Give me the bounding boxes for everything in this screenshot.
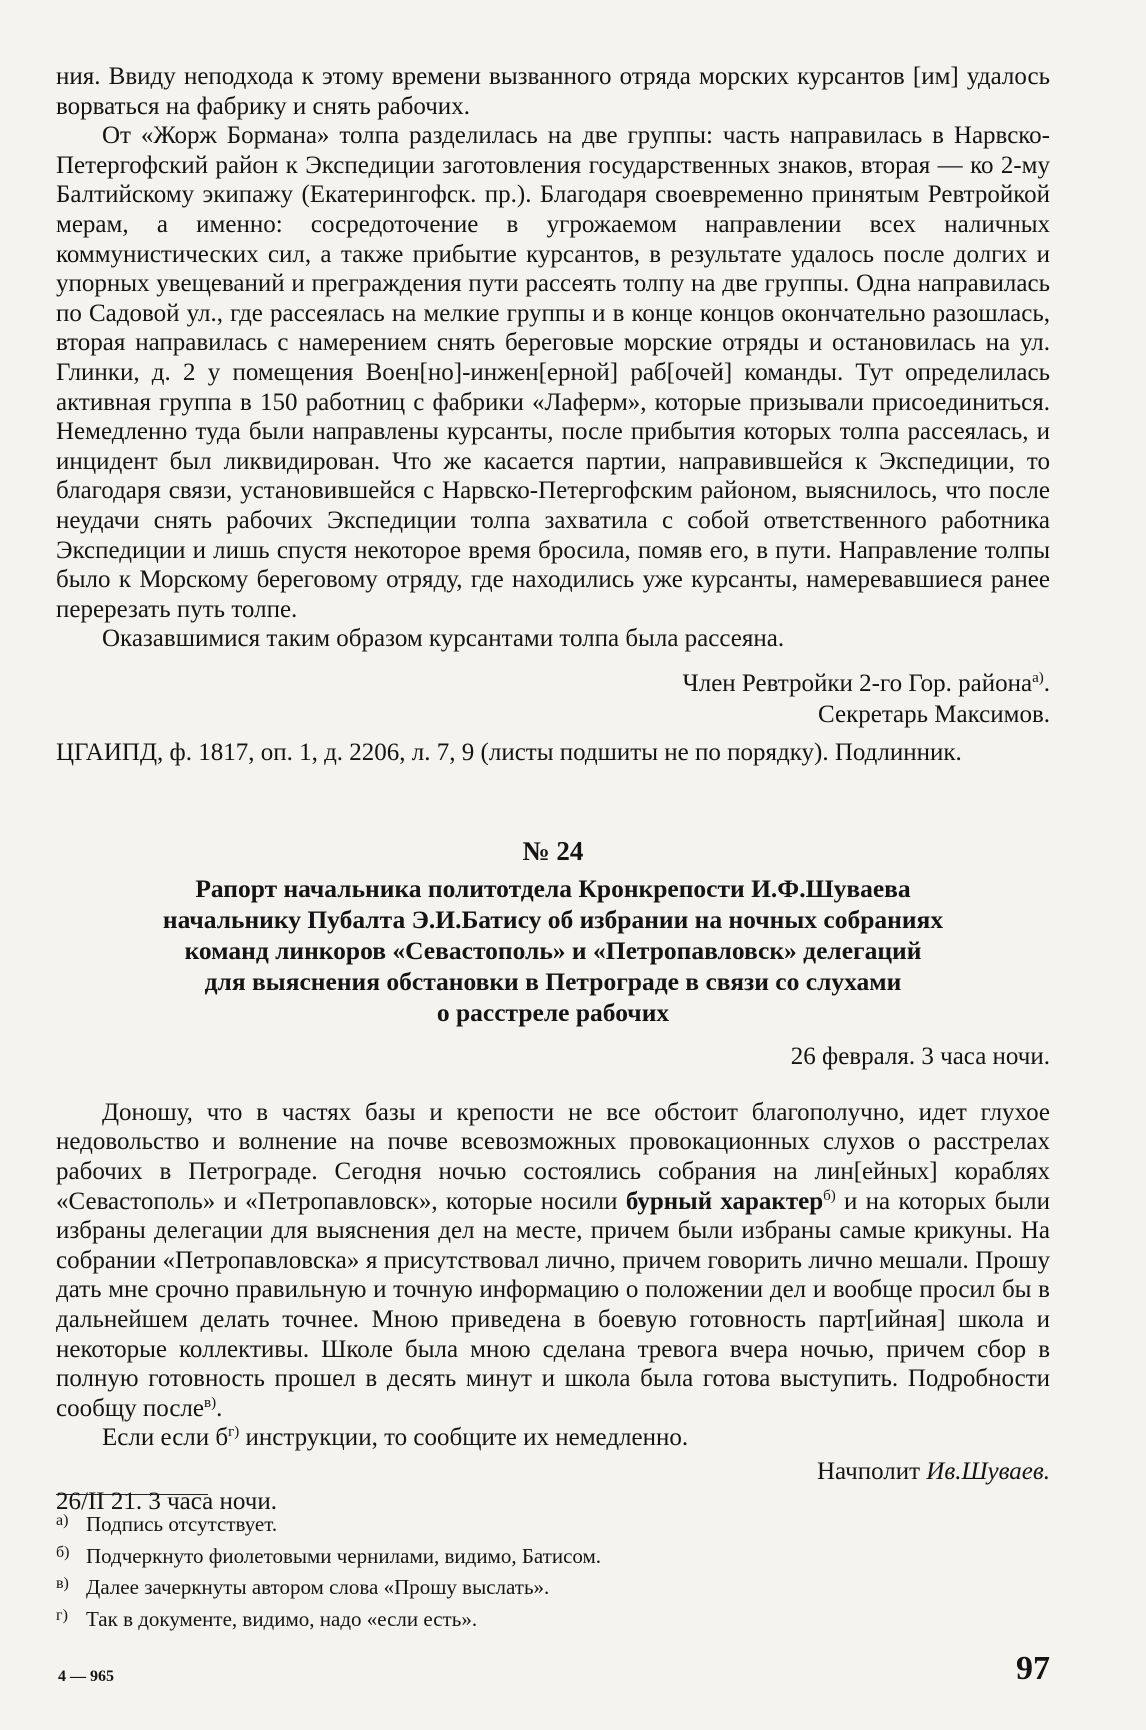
document-title-line-5: о расстреле рабочих xyxy=(436,997,670,1027)
footnote-item xyxy=(56,1542,1050,1574)
footnote-divider xyxy=(56,1494,208,1495)
intro-signature-2: Секретарь Максимов. xyxy=(818,700,1050,728)
report-paragraph-1-b: и на которых были избраны делегации для выяснения дел на месте, причем были избраны самые крикуны. На собрании «Петропавловска» я присутствовал лично, причем говорить лично мешали. Прошу дать мне срочно правильную и точную информацию о положении дел и вообще просил бы в дальнейшем делать точнее. Мною приведена в боевую готовность парт[ийная] школа и некоторые коллективы. Школе была мною сделана тревога вчера ночью, причем сбор в полную готовность прошел в десять минут и школа была готова выступить. Подробности сообщу после xyxy=(56,1187,1050,1422)
report-date-end: 26/II 21. 3 часа ночи. xyxy=(56,1488,277,1515)
footnote-mark: г) xyxy=(56,1606,68,1624)
footnote-ref-g: г) xyxy=(228,1424,240,1441)
footnote-mark: б) xyxy=(56,1543,70,1561)
report-paragraph-2-b: инструкции, то сообщите их немедленно. xyxy=(239,1424,689,1452)
intro-paragraph-1: ния. Ввиду неподхода к этому времени вызванного отряда морских курсантов [им] удалось ворваться на фабрику и снять рабочих. xyxy=(56,63,1050,120)
report-paragraph-2 xyxy=(56,1423,1050,1453)
footnote-item xyxy=(56,1573,1050,1605)
footnote-mark: а) xyxy=(56,1512,69,1529)
footnote-ref-a: а) xyxy=(1032,669,1044,686)
document-title-line-4: для выяснения обстановки в Петрограде в связи со слухами xyxy=(204,966,902,996)
footnote-mark: в) xyxy=(56,1575,69,1592)
document-date: 26 февраля. 3 часа ночи. xyxy=(790,1042,1050,1070)
document-title-line-3: команд линкоров «Севастополь» и «Петропавловск» делегаций xyxy=(184,935,922,965)
footnotes xyxy=(56,1510,1050,1636)
archive-source: ЦГАИПД, ф. 1817, оп. 1, д. 2206, л. 7, 9 (листы подшиты не по порядку). Подлинник. xyxy=(56,738,962,766)
footnote-item xyxy=(56,1605,1050,1637)
document-title-line-2: начальнику Пубалта Э.И.Батису об избрании на ночных собраниях xyxy=(162,904,944,934)
report-paragraph-1-end: . xyxy=(216,1394,223,1422)
page-number: 97 xyxy=(1016,1650,1050,1687)
sheet-signature-mark: 4 — 965 xyxy=(58,1668,114,1685)
intro-signature-1-end: . xyxy=(1043,669,1050,697)
report-signature xyxy=(56,1457,1050,1487)
footnote-ref-v: в) xyxy=(204,1394,217,1411)
report-signature-name: Ив.Шуваев. xyxy=(926,1458,1050,1485)
report-paragraph-2-a: Если если б xyxy=(102,1424,229,1452)
report-paragraph-1 xyxy=(56,1098,1050,1424)
intro-signature-1 xyxy=(56,668,1050,699)
intro-paragraph-3: Оказавшимися таким образом курсантами толпа была рассеяна. xyxy=(102,625,785,653)
intro-signature-1-text: Член Ревтройки 2-го Гор. района xyxy=(682,669,1033,697)
document-title-line-1: Рапорт начальника политотдела Кронкрепости И.Ф.Шуваева xyxy=(195,873,911,903)
footnote-text: Далее зачеркнуты автором слова «Прошу выслать». xyxy=(86,1575,550,1599)
footnote-ref-b: б) xyxy=(823,1187,836,1204)
footnote-text: Так в документе, видимо, надо «если есть». xyxy=(86,1606,478,1631)
report-signature-role: Начполит xyxy=(816,1458,927,1485)
report-paragraph-1-a: Доношу, что в частях базы и крепости не все обстоит благополучно, идет глухое недовольство и волнение на почве всевозможных провокационных слухов о расстрелах рабочих в Петрограде. Сегодня ночью состоялись собрания на лин[ейных] кораблях «Севастополь» и «Петропавловск», которые носили xyxy=(56,1098,1050,1215)
footnote-item xyxy=(56,1510,1050,1542)
footnote-text: Подпись отсутствует. xyxy=(86,1512,278,1536)
report-bold-phrase: бурный характер xyxy=(625,1187,824,1215)
footnote-text: Подчеркнуто фиолетовыми чернилами, видимо, Батисом. xyxy=(86,1543,602,1568)
document-number: № 24 xyxy=(522,835,584,866)
intro-paragraph-2: От «Жорж Бормана» толпа разделилась на две группы: часть направилась в Нарвско-Петергофский район к Экспедиции заготовления государственных знаков, вторая — ко 2-му Балтийскому экипажу (Екатерингофск. пр.). Благодаря своевременно принятым Ревтройкой мерам, а именно: сосредоточение в угрожаемом направлении всех наличных коммунистических сил, а также прибытие курсантов, в результате удалось после долгих и упорных увещеваний и преграждения пути рассеять толпу на две группы. Одна направилась по Садовой ул., где рассеялась на мелкие группы и в конце концов окончательно разошлась, вторая направилась с намерением снять береговые морские отряды и остановилась на ул. Глинки, д. 2 у помещения Воен[но]-инжен[ерной] раб[очей] команды. Тут определилась активная группа в 150 работниц с фабрики «Лаферм», которые призывали присоединиться. Немедленно туда были направлены курсанты, после прибытия которых толпа рассеялась, и инцидент был ликвидирован. Что же касается партии, направившейся к Экспедиции, то благодаря связи, установившейся с Нарвско-Петергофским районом, выяснилось, что после неудачи снять рабочих Экспедиции толпа захватила с собой ответственного работника Экспедиции и лишь спустя некоторое время бросила, помяв его, в пути. Направление толпы было к Морскому береговому отряду, где находились уже курсанты, намеревавшиеся ранее перерезать путь толпе. xyxy=(56,122,1050,623)
